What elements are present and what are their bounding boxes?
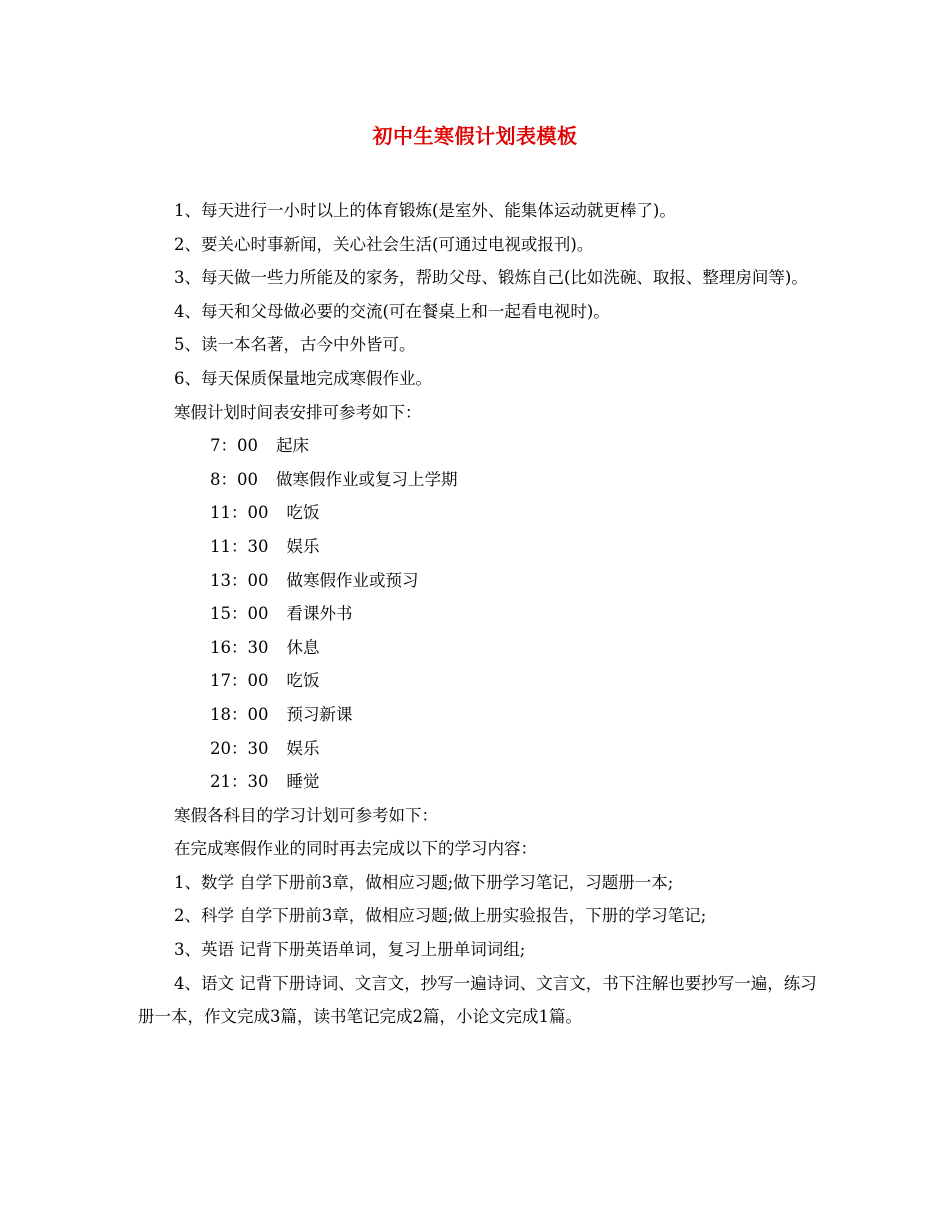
subject-item: 1、数学 自学下册前3章，做相应习题;做下册学习笔记，习题册一本;: [174, 872, 674, 892]
schedule-row: [138, 631, 818, 665]
schedule-row: [138, 429, 818, 463]
schedule-time: 15：00: [210, 604, 269, 624]
schedule-time: 17：00: [210, 671, 269, 691]
intro-item: 3、每天做一些力所能及的家务，帮助父母、锻炼自己(比如洗碗、取报、整理房间等)。: [174, 268, 808, 288]
schedule-activity: 娱乐: [286, 738, 320, 758]
schedule-activity: 睡觉: [286, 772, 320, 792]
schedule-activity: 看课外书: [286, 604, 353, 624]
schedule-activity: 预习新课: [286, 704, 353, 724]
schedule-activity: 吃饭: [286, 503, 320, 523]
subject-item: 4、语文 记背下册诗词、文言文，抄写一遍诗词、文言文，书下注解也要抄写一遍，练习册一本，作文完成3篇，读书笔记完成2篇，小论文完成1篇。: [138, 973, 817, 1027]
schedule-row: [138, 564, 818, 598]
schedule-row: [138, 463, 818, 497]
schedule-row: [138, 732, 818, 766]
schedule-activity: 起床: [276, 436, 309, 456]
schedule-row: [138, 765, 818, 799]
schedule-activity: 吃饭: [286, 671, 320, 691]
intro-item: 2、要关心时事新闻，关心社会生活(可通过电视或报刊)。: [174, 234, 594, 254]
schedule-time: 11：30: [210, 536, 269, 556]
schedule-activity: 娱乐: [286, 536, 320, 556]
schedule-time: 11：00: [210, 503, 269, 523]
intro-item: 5、读一本名著，古今中外皆可。: [174, 335, 416, 355]
intro-item: 4、每天和父母做必要的交流(可在餐桌上和一起看电视时)。: [174, 301, 610, 321]
schedule-activity: 做寒假作业或预习: [286, 570, 419, 590]
schedule-row: [138, 597, 818, 631]
schedule-time: 13：00: [210, 570, 269, 590]
schedule-time: 8：00: [210, 469, 258, 489]
intro-item: 1、每天进行一小时以上的体育锻炼(是室外、能集体运动就更棒了)。: [174, 201, 676, 220]
schedule-time: 21：30: [210, 772, 269, 792]
subject-item: 3、英语 记背下册英语单词，复习上册单词词组;: [174, 940, 526, 960]
schedule-activity: 休息: [286, 637, 320, 657]
schedule-row: [138, 496, 818, 530]
schedule-time: 20：30: [210, 738, 269, 758]
document-body: [138, 194, 818, 1034]
subjects-heading: 寒假各科目的学习计划可参考如下：: [174, 805, 438, 825]
schedule-time: 7：00: [210, 436, 258, 456]
schedule-time: 16：30: [210, 637, 269, 657]
schedule-row: [138, 664, 818, 698]
schedule-row: [138, 530, 818, 564]
schedule-heading: 寒假计划时间表安排可参考如下：: [174, 402, 422, 422]
schedule-time: 18：00: [210, 704, 269, 724]
subject-item: 2、科学 自学下册前3章，做相应习题;做上册实验报告，下册的学习笔记;: [174, 906, 707, 926]
schedule-activity: 做寒假作业或复习上学期: [276, 469, 458, 489]
schedule-row: [138, 698, 818, 732]
document-title: 初中生寒假计划表模板: [372, 124, 578, 148]
intro-item: 6、每天保质保量地完成寒假作业。: [174, 368, 432, 388]
subjects-intro: 在完成寒假作业的同时再去完成以下的学习内容：: [174, 839, 537, 859]
